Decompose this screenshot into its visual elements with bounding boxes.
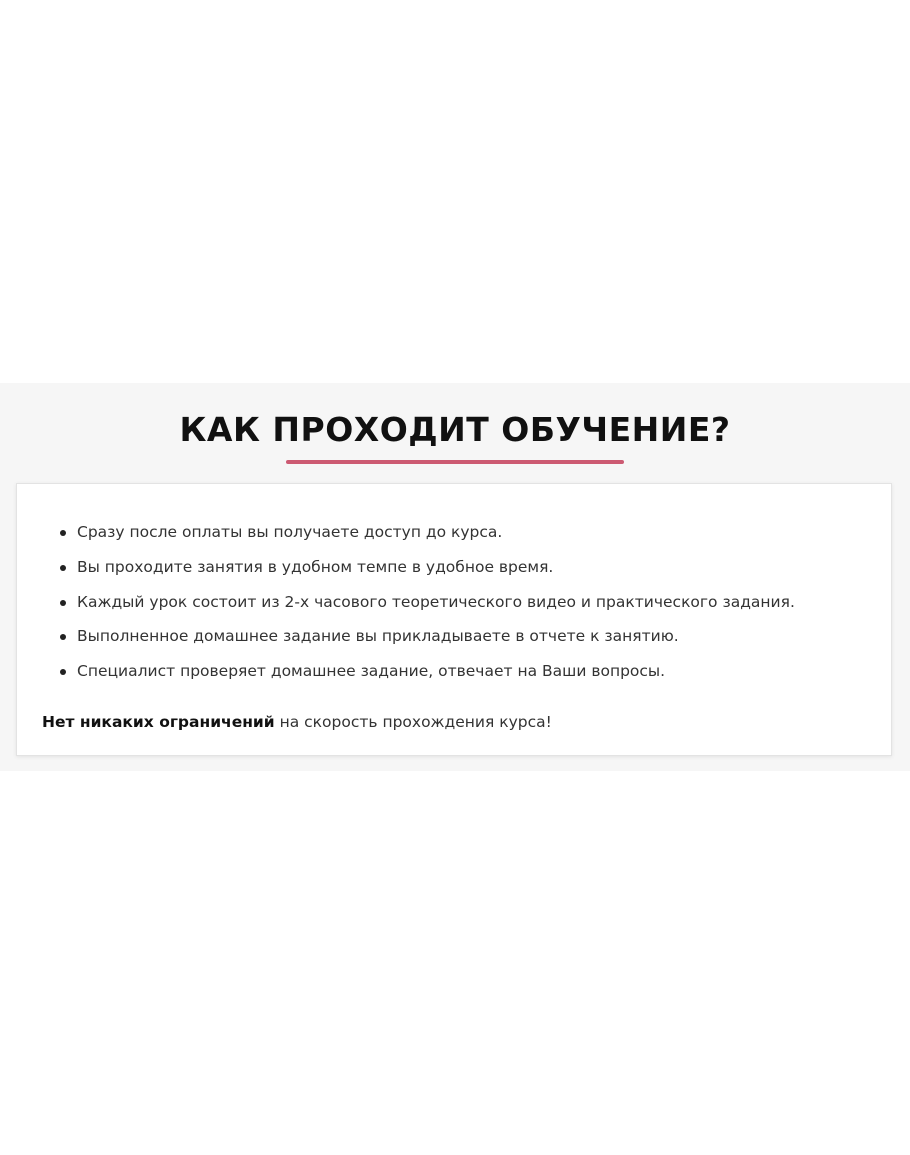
bullet-icon [60, 530, 66, 536]
no-limits-rest: на скорость прохождения курса! [274, 713, 552, 731]
bullet-icon [60, 634, 66, 640]
no-limits-bold: Нет никаких ограничений [42, 713, 275, 731]
list-item-text: Сразу после оплаты вы получаете доступ до курса. [77, 523, 503, 541]
list-item [60, 659, 795, 694]
list-item [60, 520, 795, 555]
list-item-text: Вы проходите занятия в удобном темпе в удобное время. [77, 557, 554, 576]
bullet-icon [60, 600, 66, 606]
list-item-text: Специалист проверяет домашнее задание, отвечает на Ваши вопросы. [77, 662, 666, 680]
list-item-text: Каждый урок состоит из 2-х часового теоретического видео и практического задания. [77, 592, 795, 611]
title-underline [286, 460, 624, 464]
list-item-text: Выполненное домашнее задание вы прикладываете в отчете к занятию. [77, 627, 679, 646]
bullet-icon [60, 669, 66, 675]
section-title: КАК ПРОХОДИТ ОБУЧЕНИЕ? [179, 410, 731, 449]
list-item [60, 555, 795, 590]
steps-list [60, 520, 795, 694]
list-item [60, 590, 795, 625]
no-limits-note [42, 710, 552, 734]
list-item [60, 624, 795, 659]
bullet-icon [60, 565, 66, 571]
